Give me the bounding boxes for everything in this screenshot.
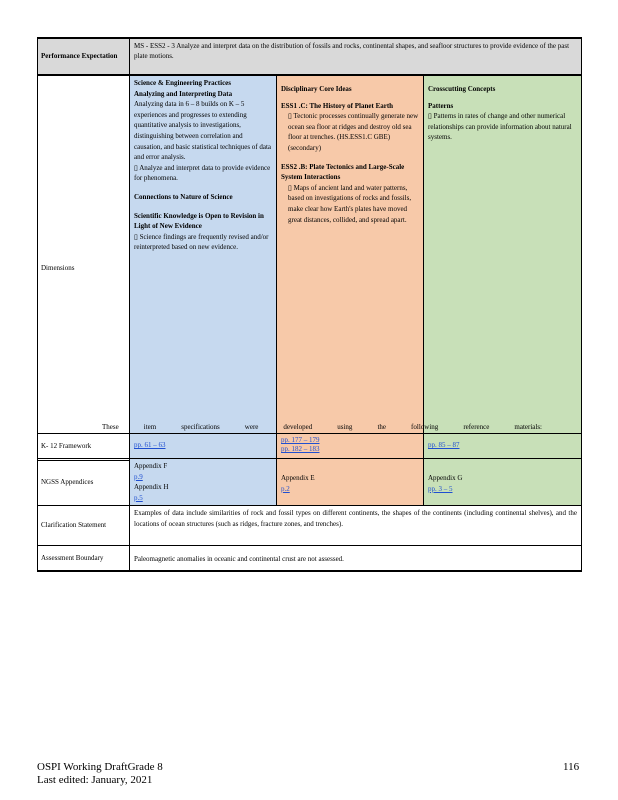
ccc-subheading-patterns: Patterns (428, 101, 454, 110)
sep-column (129, 75, 277, 461)
ngss-dci-appendix-e-page[interactable]: p.2 (281, 484, 290, 493)
k12-dci-cell (276, 433, 424, 459)
sep-subheading-knowledge: Scientific Knowledge is Open to Revision in Light of New Evidence (134, 211, 264, 231)
ngss-appendices-row (37, 458, 582, 506)
clarification-text: Examples of data include similarities of rock and fossil types on different continents, the shapes of the continents (including continental shelves), and the locations of ocean structures (such as ridges, fracture zones, and trenches). (129, 505, 582, 546)
k12-sep-link[interactable]: pp. 61 – 63 (134, 441, 166, 449)
k12-dci-link-1[interactable]: pp. 177 – 179 (281, 436, 320, 444)
dci-subheading-ess1c: ESS1 .C: The History of Planet Earth (281, 101, 394, 110)
sep-title: Science & Engineering Practices (134, 79, 232, 87)
performance-expectation-label: Performance Expectation (37, 37, 130, 75)
page-number: 116 (563, 761, 580, 773)
sep-subheading-nature: Connections to Nature of Science (134, 192, 233, 201)
ngss-dci-cell (276, 458, 424, 506)
ngss-sep-appendix-f-page[interactable]: p.9 (134, 472, 143, 481)
dimensions-row (37, 75, 582, 461)
k12-framework-label: K- 12 Framework (37, 433, 130, 459)
ccc-column (423, 75, 582, 461)
ngss-sep-appendix-f: Appendix F (134, 462, 168, 470)
dci-subheading-ess2b: ESS2 .B: Plate Tectonics and Large-Scale System Interactions (281, 162, 405, 182)
k12-framework-row (37, 433, 582, 459)
sep-subheading-data: Analyzing and Interpreting Data (134, 89, 233, 98)
assessment-text: Paleomagnetic anomalies in oceanic and continental crust are not assessed. (129, 545, 582, 572)
k12-ccc-link[interactable]: pp. 85 – 87 (428, 441, 460, 449)
k12-sep-cell (129, 433, 277, 459)
assessment-label: Assessment Boundary (37, 545, 130, 572)
dci-title: Disciplinary Core Ideas (281, 85, 352, 93)
ngss-dci-appendix-e: Appendix E (281, 474, 315, 482)
ngss-sep-appendix-h-page[interactable]: p.5 (134, 493, 143, 502)
ngss-sep-appendix-h: Appendix H (134, 483, 169, 491)
footer-grade: Grade 8 (127, 761, 163, 773)
dimensions-label: Dimensions (37, 75, 130, 461)
dci-bullet-2: ▯ Maps of ancient land and water patterns, based on investigations of rocks and fossils, make clear how Earth's plates have moved great distances, collided, and spread apart. (288, 183, 412, 224)
k12-ccc-cell (423, 433, 582, 459)
dci-bullet-1: ▯ Tectonic processes continually generate new ocean sea floor at ridges and destroy old sea floor at trenches. (HS.ESS1.C GBE) (secondary) (288, 112, 419, 152)
clarification-row (37, 505, 582, 546)
clarification-label: Clarification Statement (37, 505, 130, 546)
sep-paragraph-1: Analyzing data in 6 – 8 builds on K – 5 experiences and progresses to extending quantitative analysis to investigations, distinguishing between correlation and causation, and basic statistical techniques of data and error analysis. (134, 100, 272, 162)
ngss-ccc-appendix-g-pages[interactable]: pp. 3 – 5 (428, 484, 453, 493)
ngss-ccc-appendix-g: Appendix G (428, 474, 463, 482)
ngss-ccc-cell (423, 458, 582, 506)
sep-bullet-2: ▯ Science findings are frequently revised and/or reinterpreted based on new evidence. (134, 232, 269, 252)
dci-column (276, 75, 424, 461)
k12-dci-link-2[interactable]: pp. 182 – 183 (281, 445, 320, 453)
footer-last-edited: Last edited: January, 2021 (37, 774, 153, 786)
performance-expectation-row (37, 37, 582, 75)
sep-bullet-1: ▯ Analyze and interpret data to provide evidence for phenomena. (134, 163, 271, 183)
ccc-title: Crosscutting Concepts (428, 85, 496, 93)
footer-draft: OSPI Working Draft (37, 761, 128, 773)
ngss-appendices-label: NGSS Appendices (37, 458, 130, 506)
performance-expectation-text: MS - ESS2 - 3 Analyze and interpret data on the distribution of fossils and rocks, continental shapes, and seafloor structures to provide evidence of the past plate motions. (129, 37, 582, 75)
ccc-bullet-1: ▯ Patterns in rates of change and other numerical relationships can provide information about natural systems. (428, 112, 572, 142)
ngss-sep-cell (129, 458, 277, 506)
assessment-row (37, 545, 582, 572)
footer-left (37, 761, 163, 787)
reference-note: These item specifications were developed using the following reference materials: (102, 423, 542, 431)
